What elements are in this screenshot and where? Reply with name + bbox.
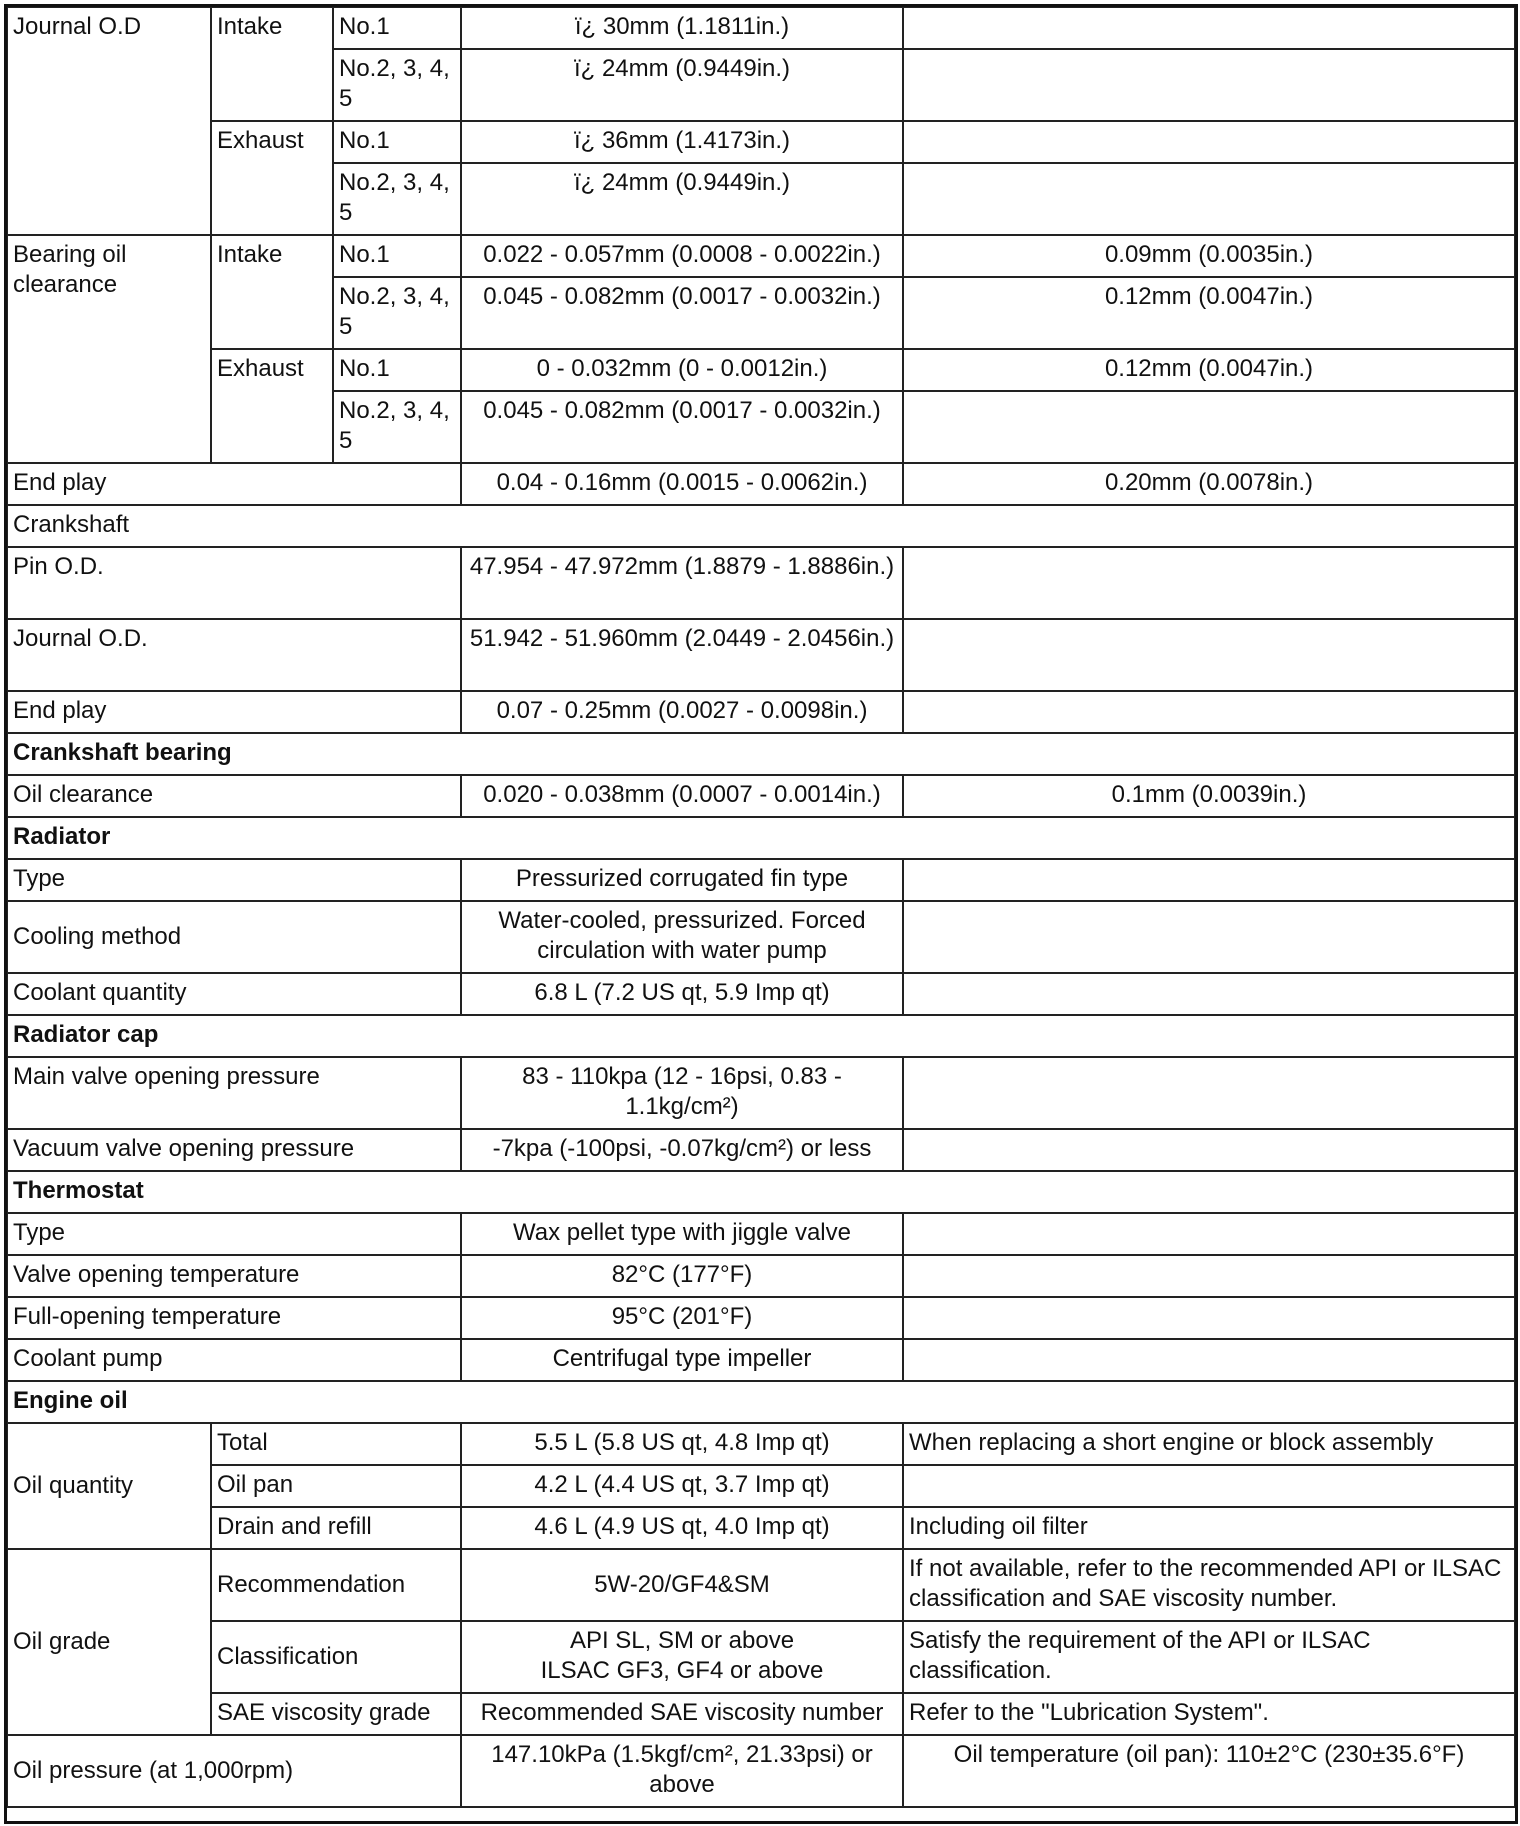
limit-value: 0.12mm (0.0047in.) (903, 349, 1515, 391)
no-label: No.2, 3, 4, 5 (333, 163, 461, 235)
no-label: No.1 (333, 7, 461, 49)
standard-value: 0 - 0.032mm (0 - 0.0012in.) (461, 349, 903, 391)
limit-value: 0.09mm (0.0035in.) (903, 235, 1515, 277)
cooling-method-label: Cooling method (7, 901, 461, 973)
table-row (7, 1213, 1515, 1255)
limit-value (903, 1255, 1515, 1297)
table-row (7, 1297, 1515, 1339)
crankshaft-bearing-heading: Crankshaft bearing (7, 733, 1515, 775)
standard-value: 83 - 110kpa (12 - 16psi, 0.83 - 1.1kg/cm²) (461, 1057, 903, 1129)
standard-value: ï¿ 36mm (1.4173in.) (461, 121, 903, 163)
standard-value: Water-cooled, pressurized. Forced circulation with water pump (461, 901, 903, 973)
table-row (7, 1507, 1515, 1549)
note-value: Refer to the "Lubrication System". (903, 1693, 1515, 1735)
standard-value: ï¿ 24mm (0.9449in.) (461, 163, 903, 235)
no-label: No.2, 3, 4, 5 (333, 49, 461, 121)
sub-label: Recommendation (211, 1549, 461, 1621)
note-value: If not available, refer to the recommended API or ILSAC classification and SAE viscosity number. (903, 1549, 1515, 1621)
table-row (7, 7, 1515, 49)
oil-clearance-label: Oil clearance (7, 775, 461, 817)
table-row (7, 775, 1515, 817)
full-opening-label: Full-opening temperature (7, 1297, 461, 1339)
radiator-cap-heading: Radiator cap (7, 1015, 1515, 1057)
standard-value: 0.045 - 0.082mm (0.0017 - 0.0032in.) (461, 277, 903, 349)
table-row (7, 619, 1515, 691)
table-row (7, 1621, 1515, 1693)
main-valve-label: Main valve opening pressure (7, 1057, 461, 1129)
table-row (7, 1423, 1515, 1465)
section-heading-row (7, 505, 1515, 547)
standard-value: ï¿ 30mm (1.1811in.) (461, 7, 903, 49)
table-row (7, 973, 1515, 1015)
limit-value (903, 691, 1515, 733)
limit-value: 0.20mm (0.0078in.) (903, 463, 1515, 505)
standard-value: 0.045 - 0.082mm (0.0017 - 0.0032in.) (461, 391, 903, 463)
limit-value (903, 1297, 1515, 1339)
limit-value (903, 1339, 1515, 1381)
table-row (7, 121, 1515, 163)
standard-value: 0.07 - 0.25mm (0.0027 - 0.0098in.) (461, 691, 903, 733)
oil-quantity-label: Oil quantity (7, 1423, 211, 1549)
note-value: Including oil filter (903, 1507, 1515, 1549)
exhaust-label: Exhaust (211, 349, 333, 463)
table-row (7, 1129, 1515, 1171)
limit-value (903, 391, 1515, 463)
limit-value: 0.12mm (0.0047in.) (903, 277, 1515, 349)
table-row (7, 1549, 1515, 1621)
no-label: No.2, 3, 4, 5 (333, 391, 461, 463)
valve-opening-label: Valve opening temperature (7, 1255, 461, 1297)
limit-value (903, 547, 1515, 619)
type-label: Type (7, 859, 461, 901)
oil-grade-label: Oil grade (7, 1549, 211, 1735)
intake-label: Intake (211, 235, 333, 349)
limit-value (903, 49, 1515, 121)
end-play-label: End play (7, 463, 461, 505)
standard-value: 4.6 L (4.9 US qt, 4.0 Imp qt) (461, 1507, 903, 1549)
table-row (7, 1255, 1515, 1297)
table-row (7, 349, 1515, 391)
standard-value: 51.942 - 51.960mm (2.0449 - 2.0456in.) (461, 619, 903, 691)
pin-od-label: Pin O.D. (7, 547, 461, 619)
limit-value (903, 1213, 1515, 1255)
section-heading-row (7, 1381, 1515, 1423)
table-row (7, 547, 1515, 619)
limit-value (903, 1057, 1515, 1129)
limit-value: 0.1mm (0.0039in.) (903, 775, 1515, 817)
thermostat-heading: Thermostat (7, 1171, 1515, 1213)
standard-value (461, 1621, 903, 1693)
exhaust-label: Exhaust (211, 121, 333, 235)
standard-value: Wax pellet type with jiggle valve (461, 1213, 903, 1255)
no-label: No.2, 3, 4, 5 (333, 277, 461, 349)
standard-value: 4.2 L (4.4 US qt, 3.7 Imp qt) (461, 1465, 903, 1507)
limit-value (903, 973, 1515, 1015)
coolant-quantity-label: Coolant quantity (7, 973, 461, 1015)
standard-value: 147.10kPa (1.5kgf/cm², 21.33psi) or above (461, 1735, 903, 1807)
sub-label: Classification (211, 1621, 461, 1693)
table-row (7, 1057, 1515, 1129)
note-value: When replacing a short engine or block assembly (903, 1423, 1515, 1465)
standard-value: 5W-20/GF4&SM (461, 1549, 903, 1621)
table-row (7, 859, 1515, 901)
section-heading-row (7, 817, 1515, 859)
limit-value (903, 901, 1515, 973)
standard-value: 6.8 L (7.2 US qt, 5.9 Imp qt) (461, 973, 903, 1015)
limit-value (903, 1129, 1515, 1171)
value-line: API SL, SM or above (569, 1627, 795, 1654)
type-label: Type (7, 1213, 461, 1255)
section-heading-row (7, 1015, 1515, 1057)
standard-value: 0.022 - 0.057mm (0.0008 - 0.0022in.) (461, 235, 903, 277)
value-line: ILSAC GF3, GF4 or above (540, 1657, 824, 1684)
intake-label: Intake (211, 7, 333, 121)
crankshaft-heading: Crankshaft (7, 505, 1515, 547)
section-heading-row (7, 733, 1515, 775)
engine-oil-heading: Engine oil (7, 1381, 1515, 1423)
standard-value: Pressurized corrugated fin type (461, 859, 903, 901)
standard-value: 47.954 - 47.972mm (1.8879 - 1.8886in.) (461, 547, 903, 619)
note-value: Oil temperature (oil pan): 110±2°C (230±35.6°F) (903, 1735, 1515, 1807)
table-row (7, 901, 1515, 973)
table-row (7, 235, 1515, 277)
limit-value (903, 121, 1515, 163)
standard-value: 95°C (201°F) (461, 1297, 903, 1339)
section-heading-row (7, 1171, 1515, 1213)
limit-value (903, 859, 1515, 901)
standard-value: 82°C (177°F) (461, 1255, 903, 1297)
no-label: No.1 (333, 349, 461, 391)
note-value (903, 1465, 1515, 1507)
table-row (7, 1339, 1515, 1381)
table-row (7, 1693, 1515, 1735)
standard-value: -7kpa (-100psi, -0.07kg/cm²) or less (461, 1129, 903, 1171)
standard-value: 5.5 L (5.8 US qt, 4.8 Imp qt) (461, 1423, 903, 1465)
bearing-oil-clearance-label: Bearing oil clearance (7, 235, 211, 463)
limit-value (903, 163, 1515, 235)
standard-value: 0.04 - 0.16mm (0.0015 - 0.0062in.) (461, 463, 903, 505)
note-value: Satisfy the requirement of the API or ILSAC classification. (903, 1621, 1515, 1693)
sub-label: Total (211, 1423, 461, 1465)
no-label: No.1 (333, 235, 461, 277)
table-row (7, 691, 1515, 733)
limit-value (903, 7, 1515, 49)
table-row (7, 1735, 1515, 1807)
standard-value: Centrifugal type impeller (461, 1339, 903, 1381)
no-label: No.1 (333, 121, 461, 163)
end-play-label: End play (7, 691, 461, 733)
specification-table (6, 6, 1516, 1808)
radiator-heading: Radiator (7, 817, 1515, 859)
table-row (7, 463, 1515, 505)
standard-value: 0.020 - 0.038mm (0.0007 - 0.0014in.) (461, 775, 903, 817)
oil-pressure-label: Oil pressure (at 1,000rpm) (7, 1735, 461, 1807)
sub-label: SAE viscosity grade (211, 1693, 461, 1735)
standard-value: ï¿ 24mm (0.9449in.) (461, 49, 903, 121)
sub-label: Drain and refill (211, 1507, 461, 1549)
coolant-pump-label: Coolant pump (7, 1339, 461, 1381)
sub-label: Oil pan (211, 1465, 461, 1507)
standard-value: Recommended SAE viscosity number (461, 1693, 903, 1735)
journal-od-label: Journal O.D. (7, 619, 461, 691)
vacuum-valve-label: Vacuum valve opening pressure (7, 1129, 461, 1171)
table-row (7, 1465, 1515, 1507)
journal-od-label: Journal O.D (7, 7, 211, 235)
limit-value (903, 619, 1515, 691)
